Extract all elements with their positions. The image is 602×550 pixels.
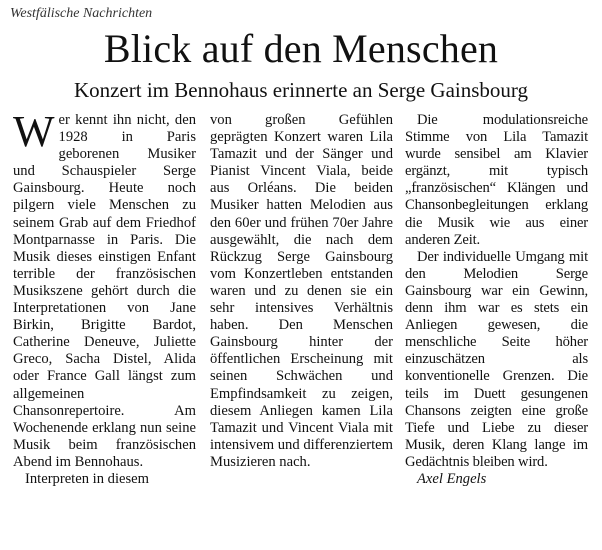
article-column-2 <box>210 112 393 471</box>
paragraph-text: er kennt ihn nicht, den 1928 in Paris geborenen Musiker und Schauspieler Serge Gainsbourg. Heute noch pilgern viele Menschen zu seinem Grab auf dem Friedhof Montparnasse in Paris. Die Musik dieses einstigen Enfant terrible der französischen Musikszene gehört durch die Interpretationen von Jane Birkin, Brigitte Bardot, Catherine Deneuve, Juliette Greco, Sacha Distel, Alida oder France Gall längst zum allgemeinen Chansonrepertoire. Am Wochenende erklang nun seine Musik beim französischen Abend im Bennohaus. <box>13 112 196 470</box>
article-paragraph: Interpreten in diesem <box>25 470 149 487</box>
article-column-3 <box>405 112 588 488</box>
article-author: Axel Engels <box>417 470 487 487</box>
article-paragraph: von großen Gefühlen geprägten Konzert waren Lila Tamazit und der Sänger und Pianist Vincent Viala, beide aus Orléans. Die beiden Musiker hatten Melodien aus den 60er und frühen 70er Jahre ausgewählt, die nach dem Rückzug Serge Gainsbourg vom Konzertleben entstanden waren und zu denen sie ein sehr intensives Verhältnis haben. Den Menschen Gainsbourg hinter der öffentlichen Erscheinung mit seinen Schwächen und Empfindsamkeit zu zeigen, diesem Anliegen kamen Lila Tamazit und Vincent Viala mit intensivem und differenziertem Musizieren nach. <box>210 112 393 470</box>
article-paragraph <box>13 107 196 471</box>
article-headline: Blick auf den Menschen <box>103 26 499 71</box>
article-paragraph: Der individuelle Umgang mit den Melodien Serge Gainsbourg war ein Gewinn, denn ihm war es stets ein Anliegen gewesen, die menschliche Seite höher einzuschätzen als konventionelle Grenzen. Die teils im Duett gesungenen Chansons zeigten eine große Tiefe und Liebe zu dieser Musik, deren Klang lange im Gedächtnis bleiben wird. <box>405 248 588 470</box>
article-column-1 <box>13 107 196 488</box>
newspaper-source: Westfälische Nachrichten <box>10 6 153 21</box>
article-paragraph: Die modulationsreiche Stimme von Lila Tamazit wurde sensibel am Klavier ergänzt, mit typisch „französischen“ Klängen und Chansonbegleitungen erklang die Musik wie aus einer anderen Zeit. <box>405 112 588 248</box>
article-subheadline: Konzert im Bennohaus erinnerte an Serge Gainsbourg <box>73 78 529 102</box>
drop-cap: W <box>13 107 55 156</box>
